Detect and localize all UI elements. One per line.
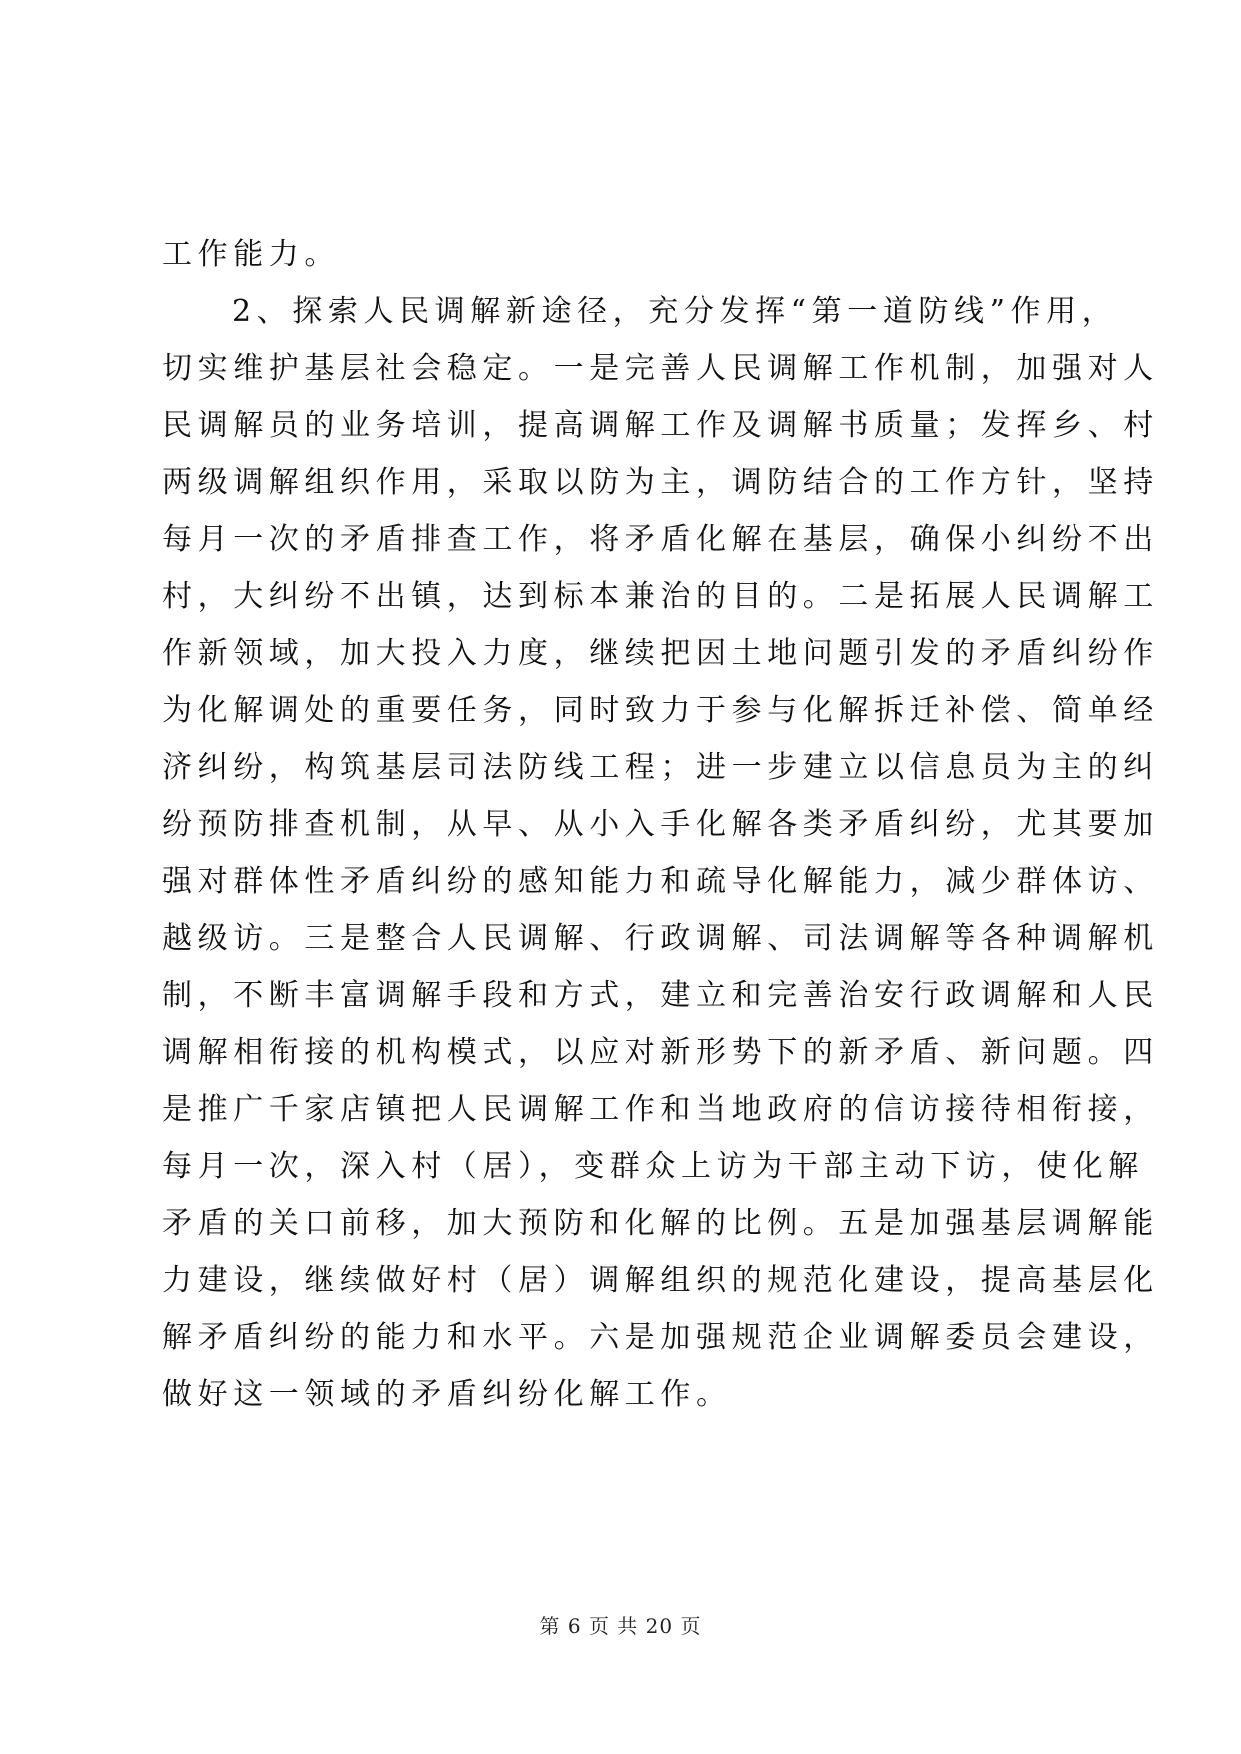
text-line: 纷预防排查机制，从早、从小入手化解各类矛盾纠纷，尤其要加 — [162, 807, 1159, 842]
paragraph-start-line: 2、探索人民调解新途径，充分发挥“第一道防线”作用， — [232, 294, 1118, 329]
text-line: 工作能力。 — [162, 237, 340, 272]
text-line: 为化解调处的重要任务，同时致力于参与化解拆迁补偿、简单经 — [162, 693, 1159, 728]
text-line: 力建设，继续做好村（居）调解组织的规范化建设，提高基层化 — [162, 1263, 1159, 1298]
text-line: 越级访。三是整合人民调解、行政调解、司法调解等各种调解机 — [162, 921, 1159, 956]
page-number-footer: 第 6 页 共 20 页 — [539, 1614, 702, 1638]
text-line: 每月一次，深入村（居），变群众上访为干部主动下访，使化解 — [162, 1149, 1144, 1184]
text-line: 是推广千家店镇把人民调解工作和当地政府的信访接待相衔接， — [162, 1092, 1159, 1127]
text-line: 调解相衔接的机构模式，以应对新形势下的新矛盾、新问题。四 — [162, 1035, 1159, 1070]
text-line: 解矛盾纠纷的能力和水平。六是加强规范企业调解委员会建设， — [162, 1320, 1159, 1355]
text-line: 强对群体性矛盾纠纷的感知能力和疏导化解能力，减少群体访、 — [162, 864, 1159, 899]
text-line: 矛盾的关口前移，加大预防和化解的比例。五是加强基层调解能 — [162, 1206, 1159, 1241]
text-line: 民调解员的业务培训，提高调解工作及调解书质量；发挥乡、村 — [162, 408, 1159, 443]
text-line: 每月一次的矛盾排查工作，将矛盾化解在基层，确保小纠纷不出 — [162, 522, 1159, 557]
text-line: 制，不断丰富调解手段和方式，建立和完善治安行政调解和人民 — [162, 978, 1159, 1013]
text-line: 两级调解组织作用，采取以防为主，调防结合的工作方针，坚持 — [162, 465, 1159, 500]
text-line: 村，大纠纷不出镇，达到标本兼治的目的。二是拓展人民调解工 — [162, 579, 1159, 614]
text-line: 切实维护基层社会稳定。一是完善人民调解工作机制，加强对人 — [162, 351, 1159, 386]
body-text — [162, 226, 1159, 1423]
text-line: 做好这一领域的矛盾纠纷化解工作。 — [162, 1377, 732, 1412]
text-line: 济纠纷，构筑基层司法防线工程；进一步建立以信息员为主的纠 — [162, 750, 1159, 785]
text-line: 作新领域，加大投入力度，继续把因土地问题引发的矛盾纠纷作 — [162, 636, 1159, 671]
